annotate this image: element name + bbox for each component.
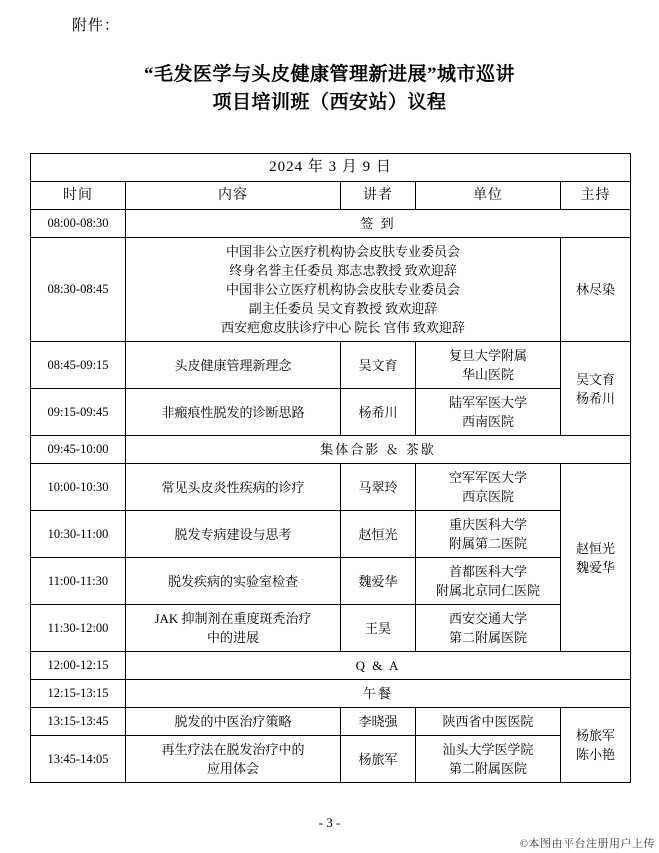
row-speaker: 杨希川 — [341, 389, 416, 436]
title-line-2: 项目培训班（西安站）议程 — [212, 92, 447, 113]
content-line: JAK 抑制剂在重度斑秃治疗 — [154, 611, 312, 626]
row-content — [126, 511, 341, 558]
row-content — [126, 464, 341, 511]
page-number: - 3 - — [318, 815, 341, 830]
host-line: 魏爱华 — [576, 559, 616, 575]
page-title — [30, 61, 629, 117]
row-time: 08:30-08:45 — [31, 238, 126, 342]
unit-line: 西安交通大学 — [448, 611, 527, 626]
row-speaker: 吴文育 — [341, 342, 416, 389]
unit-line: 重庆医科大学 — [448, 517, 527, 532]
unit-line: 西南医院 — [461, 414, 514, 429]
row-host — [561, 464, 631, 652]
row-content — [126, 558, 341, 605]
unit-line: 陕西省中医医院 — [442, 714, 534, 729]
watermark: ©本图由平台注册用户上传 — [519, 838, 655, 850]
content-line: 终身名誉主任委员 郑志忠教授 致欢迎辞 — [229, 263, 457, 278]
row-unit — [416, 605, 561, 652]
row-content — [126, 736, 341, 783]
table-row — [31, 652, 631, 680]
row-speaker: 魏爱华 — [341, 558, 416, 605]
table-row — [31, 680, 631, 708]
row-unit — [416, 708, 561, 736]
row-time: 10:00-10:30 — [31, 464, 126, 511]
row-time: 10:30-11:00 — [31, 511, 126, 558]
unit-line: 复旦大学附属 — [448, 348, 527, 363]
date-header: 2024 年 3 月 9 日 — [31, 154, 631, 182]
row-time: 08:00-08:30 — [31, 210, 126, 238]
row-fullspan-text: 集体合影 ＆ 茶歇 — [126, 436, 631, 464]
table-row — [31, 511, 631, 558]
row-unit — [416, 464, 561, 511]
row-time: 12:00-12:15 — [31, 652, 126, 680]
host-line: 吴文育 — [576, 371, 616, 387]
unit-line: 第二附属医院 — [448, 630, 527, 645]
content-line: 中国非公立医疗机构协会皮肤专业委员会 — [225, 244, 460, 259]
row-time: 12:15-13:15 — [31, 680, 126, 708]
row-content — [126, 389, 341, 436]
row-content — [126, 238, 561, 342]
table-row-columns — [31, 182, 631, 210]
table-row — [31, 342, 631, 389]
row-speaker: 李晓强 — [341, 708, 416, 736]
column-header-speaker: 讲者 — [341, 182, 416, 210]
content-line: 中的进展 — [206, 630, 259, 645]
unit-line: 华山医院 — [461, 367, 514, 382]
table-row — [31, 464, 631, 511]
host-line: 杨希川 — [576, 390, 616, 406]
host-line: 陈小艳 — [576, 747, 616, 762]
row-host: 林尽染 — [561, 238, 631, 342]
column-header-unit: 单位 — [416, 182, 561, 210]
row-content — [126, 605, 341, 652]
content-line: 应用体会 — [206, 761, 259, 776]
title-line-1: “毛发医学与头皮健康管理新进展”城市巡讲 — [143, 64, 515, 85]
content-line: 脱发疾病的实验室检查 — [167, 573, 298, 589]
row-host — [561, 342, 631, 436]
table-row — [31, 736, 631, 783]
row-time: 08:45-09:15 — [31, 342, 126, 389]
unit-line: 第二附属医院 — [448, 761, 527, 776]
row-unit — [416, 342, 561, 389]
row-unit — [416, 389, 561, 436]
host-line: 赵恒光 — [576, 540, 616, 556]
table-row — [31, 210, 631, 238]
table-row — [31, 605, 631, 652]
row-time: 13:45-14:05 — [31, 736, 126, 783]
document-page — [0, 14, 659, 853]
content-line: 脱发专病建设与思考 — [174, 526, 292, 542]
row-unit — [416, 558, 561, 605]
content-line: 非瘢痕性脱发的诊断思路 — [161, 404, 305, 420]
row-time: 09:45-10:00 — [31, 436, 126, 464]
row-content — [126, 708, 341, 736]
row-fullspan-text: 签 到 — [126, 210, 631, 238]
row-time: 09:15-09:45 — [31, 389, 126, 436]
row-speaker: 王昊 — [341, 605, 416, 652]
table-row — [31, 558, 631, 605]
table-row-date — [31, 154, 631, 182]
content-line: 常见头皮炎性疾病的诊疗 — [161, 479, 305, 495]
row-host — [561, 708, 631, 783]
attachment-label: 附件： — [72, 18, 121, 34]
table-row — [31, 238, 631, 342]
unit-line: 首都医科大学 — [448, 564, 527, 579]
content-line: 再生疗法在脱发治疗中的 — [161, 742, 305, 757]
content-line: 副主任委员 吴文育教授 致欢迎辞 — [248, 301, 438, 316]
unit-line: 附属北京同仁医院 — [435, 583, 540, 598]
row-speaker: 马翠玲 — [341, 464, 416, 511]
row-speaker: 赵恒光 — [341, 511, 416, 558]
unit-line: 西京医院 — [461, 489, 514, 504]
row-fullspan-text: 午餐 — [126, 680, 631, 708]
table-row — [31, 389, 631, 436]
row-unit — [416, 736, 561, 783]
row-speaker: 杨旅军 — [341, 736, 416, 783]
unit-line: 附属第二医院 — [448, 536, 527, 551]
unit-line: 陆军军医大学 — [448, 395, 527, 410]
content-line: 脱发的中医治疗策略 — [174, 714, 292, 729]
column-header-host: 主持 — [561, 182, 631, 210]
content-line: 西安疤愈皮肤诊疗中心 院长 官伟 致欢迎辞 — [221, 320, 465, 335]
agenda-table — [30, 153, 631, 783]
table-row — [31, 436, 631, 464]
host-line: 杨旅军 — [576, 728, 616, 743]
row-unit — [416, 511, 561, 558]
content-line: 中国非公立医疗机构协会皮肤专业委员会 — [225, 282, 460, 297]
row-time: 13:15-13:45 — [31, 708, 126, 736]
column-header-content: 内容 — [126, 182, 341, 210]
unit-line: 空军军医大学 — [448, 470, 527, 485]
row-time: 11:30-12:00 — [31, 605, 126, 652]
row-fullspan-text: Q & A — [126, 652, 631, 680]
row-content — [126, 342, 341, 389]
row-time: 11:00-11:30 — [31, 558, 126, 605]
unit-line: 汕头大学医学院 — [442, 742, 534, 757]
content-line: 头皮健康管理新理念 — [174, 357, 292, 373]
table-row — [31, 708, 631, 736]
column-header-time: 时间 — [31, 182, 126, 210]
